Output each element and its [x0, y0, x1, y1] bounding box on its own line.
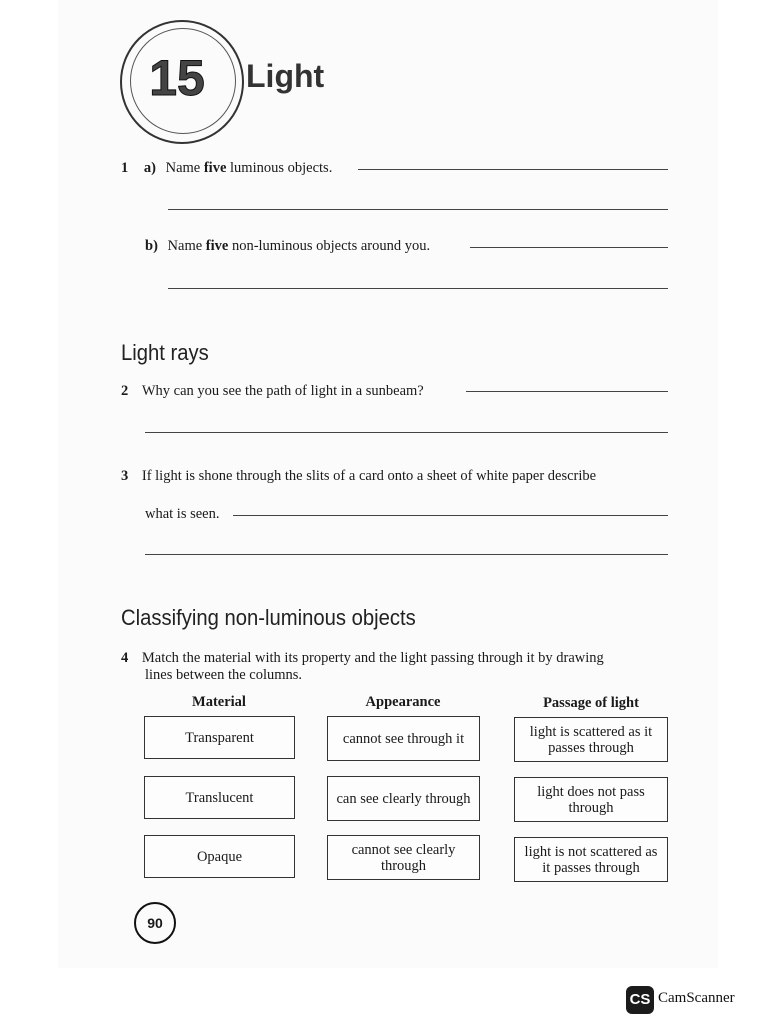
section-heading-classifying: Classifying non-luminous objects: [121, 605, 416, 630]
question-number: 4: [121, 650, 129, 666]
material-box[interactable]: Transparent: [144, 716, 295, 759]
answer-line[interactable]: [145, 432, 668, 433]
question-2: [121, 383, 424, 400]
part-label: b): [145, 238, 158, 254]
question-4: [121, 650, 604, 667]
answer-line[interactable]: [145, 554, 668, 555]
answer-line[interactable]: [466, 391, 668, 392]
column-header-appearance: Appearance: [365, 694, 441, 710]
question-1a: [121, 160, 332, 177]
question-text: Why can you see the path of light in a sunbeam?: [141, 383, 424, 399]
question-text: Match the material with its property and the light passing through it by drawing: [141, 650, 604, 666]
column-header-material: Material: [192, 694, 246, 710]
page-number: 90: [134, 902, 176, 944]
question-text: non-luminous objects around you.: [228, 238, 431, 254]
appearance-box[interactable]: cannot see clearly through: [327, 835, 480, 880]
appearance-box[interactable]: can see clearly through: [327, 776, 480, 821]
question-number: 1: [121, 160, 129, 176]
camscanner-watermark: CamScanner: [658, 990, 735, 1006]
section-heading-light-rays: Light rays: [121, 340, 209, 365]
passage-box[interactable]: light is scattered as it passes through: [514, 717, 668, 762]
question-text: Name: [167, 238, 206, 254]
material-box[interactable]: Opaque: [144, 835, 295, 878]
chapter-number: 15: [149, 50, 205, 106]
answer-line[interactable]: [358, 169, 668, 170]
question-text: luminous objects.: [226, 160, 333, 176]
question-3: [121, 468, 596, 485]
question-number: 3: [121, 468, 129, 484]
part-label: a): [143, 160, 156, 176]
appearance-box[interactable]: cannot see through it: [327, 716, 480, 761]
camscanner-logo-icon: CS: [626, 986, 654, 1014]
question-number: 2: [121, 383, 129, 399]
question-1b: [145, 238, 430, 255]
passage-box[interactable]: light does not pass through: [514, 777, 668, 822]
question-text: Name: [165, 160, 204, 176]
material-box[interactable]: Translucent: [144, 776, 295, 819]
column-header-passage: Passage of light: [543, 695, 639, 711]
question-emphasis: five: [205, 238, 229, 254]
answer-line[interactable]: [168, 209, 668, 210]
question-4-continued: lines between the columns.: [145, 667, 303, 683]
question-text: If light is shone through the slits of a card onto a sheet of white paper describe: [141, 468, 597, 484]
answer-line[interactable]: [168, 288, 668, 289]
answer-line[interactable]: [470, 247, 668, 248]
answer-line[interactable]: [233, 515, 668, 516]
question-emphasis: five: [203, 160, 227, 176]
question-3-continued: what is seen.: [145, 506, 220, 522]
chapter-title: Light: [246, 58, 325, 94]
passage-box[interactable]: light is not scattered as it passes through: [514, 837, 668, 882]
